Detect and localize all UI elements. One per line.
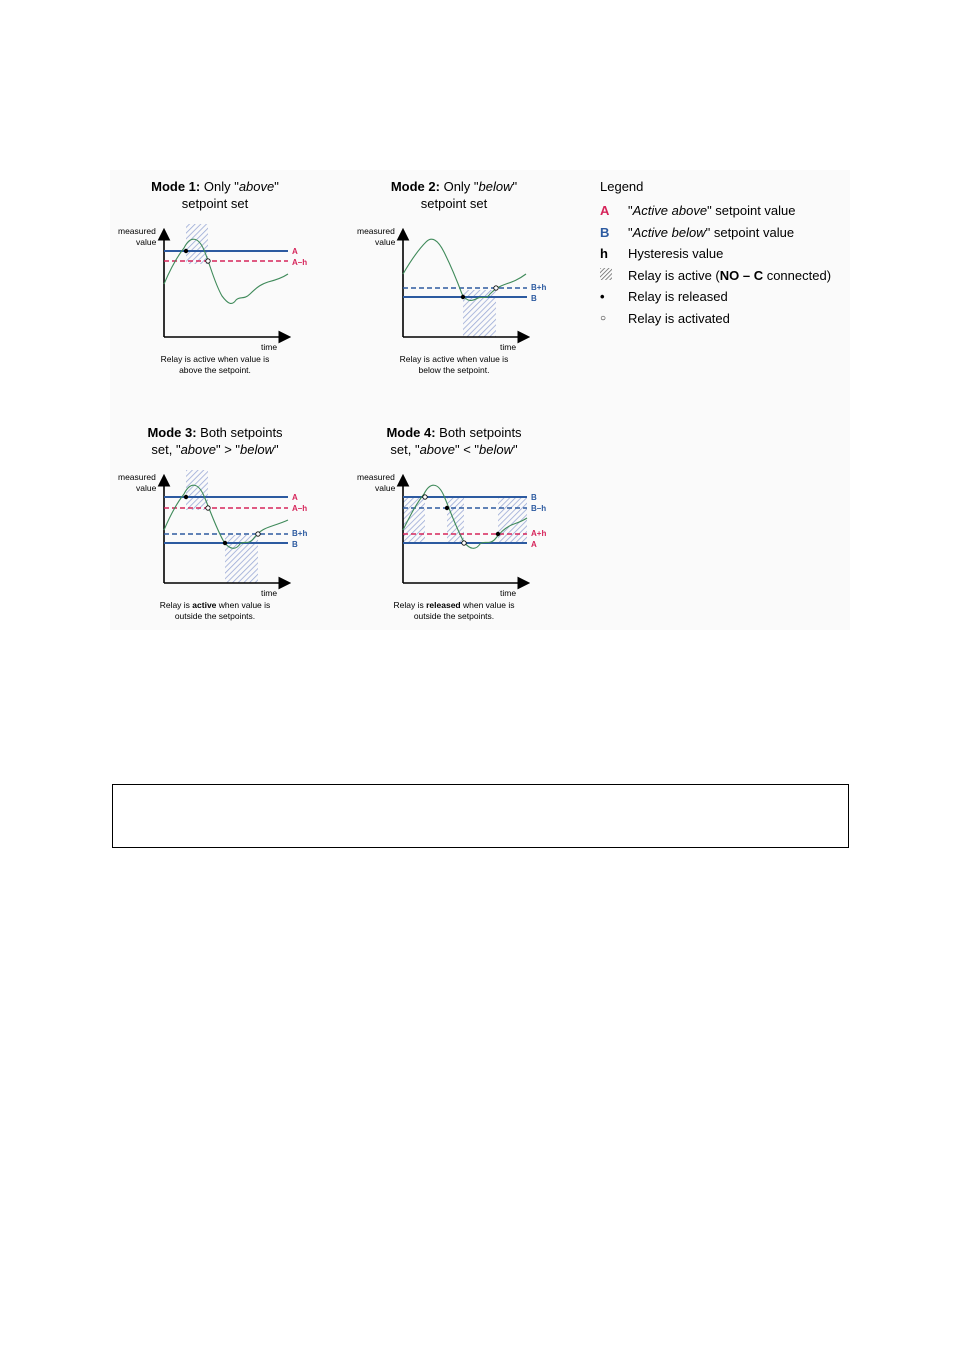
mode2-xlabel: time bbox=[500, 342, 517, 352]
mode1-ylabel-1: measured bbox=[118, 226, 156, 236]
legend-title: Legend bbox=[600, 179, 644, 194]
mode1-xlabel: time bbox=[261, 342, 278, 352]
legend-text-b: "Active below" setpoint value bbox=[628, 224, 795, 240]
mode2-relay-released-point bbox=[494, 286, 498, 290]
mode4-xlabel: time bbox=[500, 588, 517, 598]
legend-text-a: "Active above" setpoint value bbox=[628, 203, 796, 219]
mode1-title: Mode 1: Only "above" setpoint set bbox=[151, 179, 279, 211]
mode1-label-a: A bbox=[292, 247, 298, 256]
mode1-curve bbox=[164, 239, 288, 303]
mode4-label-b-h: B–h bbox=[531, 504, 547, 513]
mode2-caption-2: below the setpoint. bbox=[418, 365, 490, 375]
mode1-ylabel-2: value bbox=[136, 237, 157, 247]
legend-item-hatch bbox=[600, 265, 831, 287]
mode3-diagram bbox=[118, 470, 307, 621]
mode3-ylabel-1: measured bbox=[118, 472, 156, 482]
mode4-label-b: B bbox=[531, 493, 537, 502]
legend-symbol-b: B bbox=[600, 224, 610, 240]
legend-text-hatch: Relay is active (NO – C connected) bbox=[628, 267, 832, 283]
mode4-relay-released-point-1 bbox=[445, 506, 449, 510]
mode3-relay-released-point-1 bbox=[206, 506, 210, 510]
mode2-caption-1: Relay is active when value is bbox=[399, 354, 509, 364]
mode1-diagram bbox=[118, 224, 307, 375]
mode3-label-a-h: A–h bbox=[292, 504, 308, 513]
mode3-label-b-h: B+h bbox=[292, 529, 308, 538]
note-box bbox=[112, 784, 849, 848]
legend-text-activated: Relay is activated bbox=[628, 310, 730, 326]
mode1-active-zone bbox=[186, 224, 208, 264]
mode4-relay-activated-point-2 bbox=[462, 541, 466, 545]
mode3-relay-activated-point-1 bbox=[184, 495, 188, 499]
open-circle-icon: ○ bbox=[600, 312, 607, 324]
legend-text-h: Hysteresis value bbox=[628, 246, 724, 262]
mode4-caption-2: outside the setpoints. bbox=[413, 611, 495, 621]
legend-symbol-a: A bbox=[600, 203, 610, 219]
mode3-relay-activated-point-2 bbox=[223, 541, 227, 545]
legend-item-h bbox=[600, 243, 831, 265]
mode2-diagram bbox=[357, 226, 546, 375]
hatch-icon bbox=[600, 268, 628, 283]
mode4-label-a-h: A+h bbox=[531, 529, 547, 538]
mode1-caption-2: above the setpoint. bbox=[179, 365, 251, 375]
mode1-label-a-h: A–h bbox=[292, 258, 308, 267]
mode1-relay-activated-point bbox=[184, 249, 188, 253]
legend-text-released: Relay is released bbox=[628, 289, 728, 305]
mode3-label-b: B bbox=[292, 540, 298, 549]
mode3-xlabel: time bbox=[261, 588, 278, 598]
mode1-caption-1: Relay is active when value is bbox=[160, 354, 270, 364]
legend bbox=[600, 178, 831, 329]
filled-dot-icon: • bbox=[600, 289, 605, 305]
mode4-ylabel-1: measured bbox=[357, 472, 395, 482]
mode4-diagram bbox=[357, 472, 546, 621]
mode2-ylabel-1: measured bbox=[357, 226, 395, 236]
mode3-relay-released-point-2 bbox=[256, 532, 260, 536]
legend-item-activated bbox=[600, 308, 831, 330]
mode1-relay-released-point bbox=[206, 259, 210, 263]
mode4-title: Mode 4: Both setpoints set, "above" < "below" bbox=[386, 425, 522, 457]
mode3-ylabel-2: value bbox=[136, 483, 157, 493]
mode2-relay-activated-point bbox=[461, 295, 465, 299]
mode3-active-zone-above bbox=[186, 470, 208, 510]
mode2-label-b: B bbox=[531, 294, 537, 303]
legend-symbol-h: h bbox=[600, 246, 608, 262]
mode4-relay-activated-point-1 bbox=[423, 495, 427, 499]
mode3-caption-1: Relay is active when value is bbox=[159, 600, 271, 610]
mode2-title: Mode 2: Only "below" setpoint set bbox=[390, 179, 518, 211]
mode3-caption-2: outside the setpoints. bbox=[174, 611, 256, 621]
legend-item-b bbox=[600, 222, 831, 244]
mode4-label-a: A bbox=[531, 540, 537, 549]
mode4-relay-released-point-2 bbox=[496, 532, 500, 536]
legend-item-released bbox=[600, 286, 831, 308]
mode4-released-zone-1 bbox=[403, 497, 425, 543]
mode4-caption-1: Relay is released when value is bbox=[393, 600, 515, 610]
mode4-ylabel-2: value bbox=[375, 483, 396, 493]
mode3-title: Mode 3: Both setpoints set, "above" > "below" bbox=[147, 425, 283, 457]
legend-item-a bbox=[600, 200, 831, 222]
mode2-label-b-h: B+h bbox=[531, 283, 547, 292]
mode2-ylabel-2: value bbox=[375, 237, 396, 247]
mode3-label-a: A bbox=[292, 493, 298, 502]
